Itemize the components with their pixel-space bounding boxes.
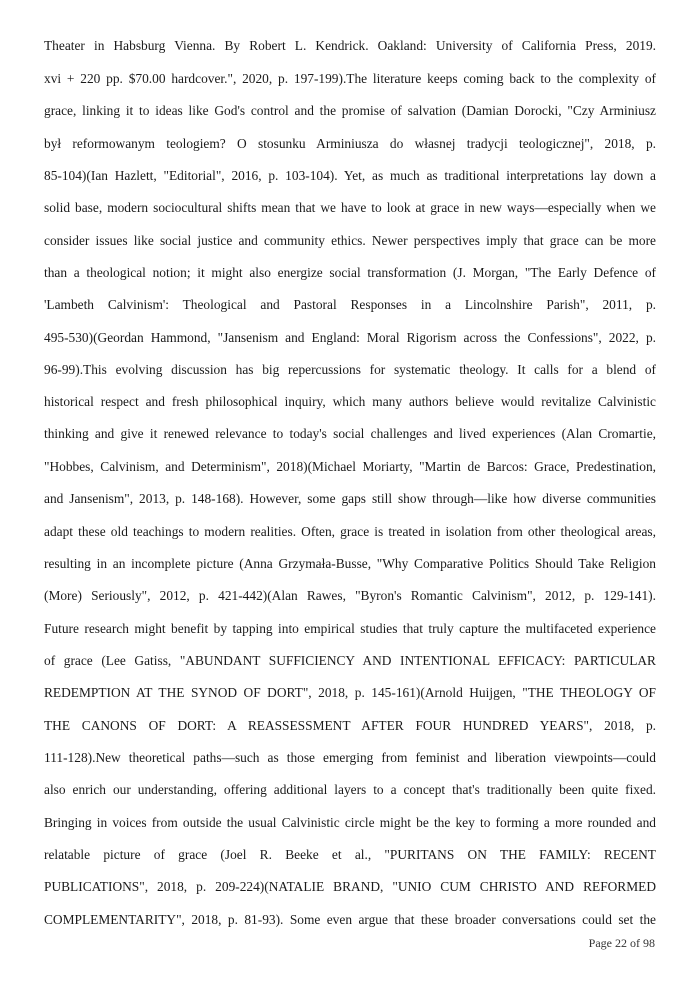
body-text-line: Future research might benefit by tapping into empirical studies that truly capture the multifaceted experience [44, 621, 656, 636]
body-text-line: xvi + 220 pp. $70.00 hardcover.", 2020, p. 197-199).The literature keeps coming back to the complexity of [44, 71, 656, 86]
body-text-line: COMPLEMENTARITY", 2018, p. 81-93). Some even argue that these broader conversations could set the [44, 912, 656, 927]
body-text-line: resulting in an incomplete picture (Anna Grzymała-Busse, "Why Comparative Politics Should Take Religion [44, 556, 656, 571]
body-text-line: (More) Seriously", 2012, p. 421-442)(Alan Rawes, "Byron's Romantic Calvinism", 2012, p. 129-141). [44, 588, 656, 603]
page-number: Page 22 of 98 [588, 936, 655, 950]
body-text-line: THE CANONS OF DORT: A REASSESSMENT AFTER FOUR HUNDRED YEARS", 2018, p. [44, 718, 656, 733]
body-text-line: grace, linking it to ideas like God's control and the promise of salvation (Damian Dorocki, "Czy Arminiusz [44, 103, 656, 118]
body-text-line: consider issues like social justice and community ethics. Newer perspectives imply that grace can be more [44, 233, 656, 248]
body-text-line: Bringing in voices from outside the usual Calvinistic circle might be the key to forming a more rounded and [44, 815, 656, 830]
body-text-line: PUBLICATIONS", 2018, p. 209-224)(NATALIE BRAND, "UNIO CUM CHRISTO AND REFORMED [44, 879, 656, 894]
body-text-line: "Hobbes, Calvinism, and Determinism", 2018)(Michael Moriarty, "Martin de Barcos: Grace, Predestination, [44, 459, 656, 474]
body-text-line: thinking and give it renewed relevance to today's social challenges and lived experiences (Alan Cromartie, [44, 426, 656, 441]
body-text-line: był reformowanym teologiem? O stosunku Arminiusza do własnej tradycji teologicznej", 2018, p. [44, 136, 656, 151]
body-text-line: 'Lambeth Calvinism': Theological and Pastoral Responses in a Lincolnshire Parish", 2011, p. [44, 297, 656, 312]
body-text-line: of grace (Lee Gatiss, "ABUNDANT SUFFICIENCY AND INTENTIONAL EFFICACY: PARTICULAR [44, 653, 656, 668]
body-text-line: 85-104)(Ian Hazlett, "Editorial", 2016, p. 103-104). Yet, as much as traditional interpretations lay down a [44, 168, 656, 183]
body-text-line: 111-128).New theoretical paths—such as those emerging from feminist and liberation viewpoints—could [44, 750, 656, 765]
body-text-line: adapt these old teachings to modern realities. Often, grace is treated in isolation from other theological areas, [44, 524, 656, 539]
body-text-line: Theater in Habsburg Vienna. By Robert L. Kendrick. Oakland: University of California Press, 2019. [44, 38, 656, 53]
body-text-line: REDEMPTION AT THE SYNOD OF DORT", 2018, p. 145-161)(Arnold Huijgen, "THE THEOLOGY OF [44, 685, 656, 700]
body-text-line: relatable picture of grace (Joel R. Beeke et al., "PURITANS ON THE FAMILY: RECENT [44, 847, 656, 862]
body-text-line: also enrich our understanding, offering additional layers to a concept that's traditionally been quite fixed. [44, 782, 656, 797]
body-text-line: 96-99).This evolving discussion has big repercussions for systematic theology. It calls for a blend of [44, 362, 656, 377]
body-text-line: 495-530)(Geordan Hammond, "Jansenism and England: Moral Rigorism across the Confessions", 2022, p. [44, 330, 656, 345]
body-text-line: than a theological notion; it might also energize social transformation (J. Morgan, "The Early Defence of [44, 265, 656, 280]
body-text-line: historical respect and fresh philosophical inquiry, which many authors believe would revitalize Calvinistic [44, 394, 656, 409]
body-text-line: and Jansenism", 2013, p. 148-168). However, some gaps still show through—like how diverse communities [44, 491, 656, 506]
body-text-line: solid base, modern sociocultural shifts mean that we have to look at grace in new ways—especially when we [44, 200, 656, 215]
